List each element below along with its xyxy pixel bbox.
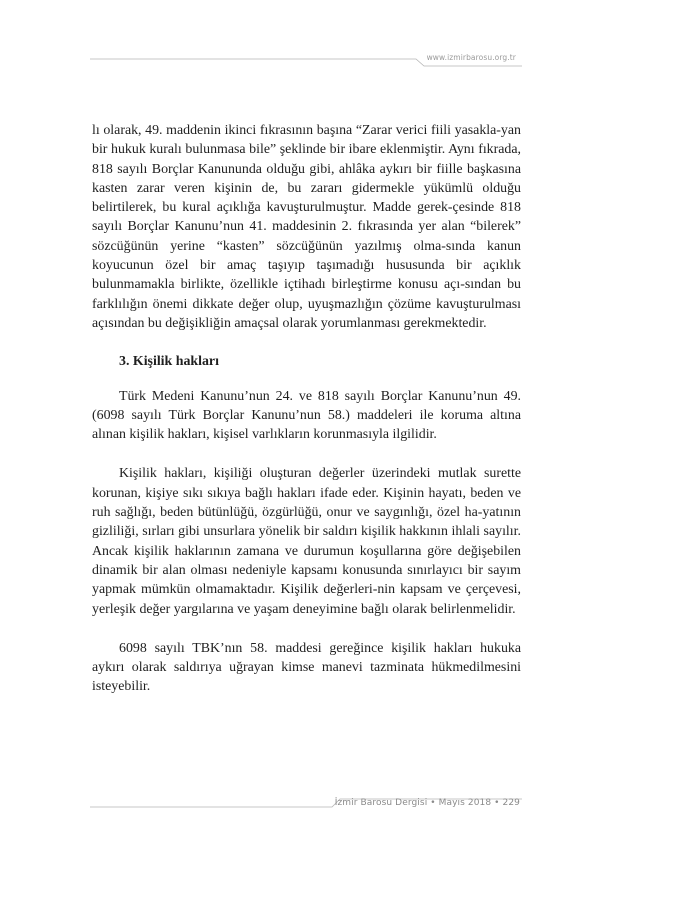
section-heading: 3. Kişilik hakları	[119, 354, 219, 370]
paragraph-1: lı olarak, 49. maddenin ikinci fıkrasının başına “Zarar verici fiili yasakla-yan bir hukuk kuralı bulunmasa bile” şeklinde bir ibare eklenmiştir. Aynı fıkrada, 818 sayılı Borçlar Kanununda olduğu gibi, ahlâka aykırı bir fiille başkasına kasten zarar veren kişinin de, bu zararı gidermekle yükümlü olduğu belirtilerek, bu kural açıklığa kavuşturulmuştur. Madde gerek-çesinde 818 sayılı Borçlar Kanunu’nun 41. maddesinin 2. fıkrasında yer alan “bilerek” sözcüğünün yerine “kasten” sözcüğünün yazılmış olma-sında kanun koyucunun özel bir amaç taşıyıp taşımadığı hususunda bir açıklık bulunmamakla birlikte, özellikle içtihadı birleştirme konusu açı-sından bu farklılığın önemi dikkate değer olup, uyuşmazlığın çözüme kavuşturulması açısından bu değişikliğin amaçsal olarak yorumlanması gerekmektedir.	[92, 123, 521, 331]
header-website-url: www.izmirbarosu.org.tr	[426, 53, 516, 62]
body-text	[92, 121, 521, 697]
paragraph-2: Türk Medeni Kanunu’nun 24. ve 818 sayılı Borçlar Kanunu’nun 49. (6098 sayılı Türk Borçlar Kanunu’nun 58.) maddeleri ile koruma altına alınan kişilik hakları, kişisel varlıkların korunmasıyla ilgilidir.	[92, 388, 521, 443]
paragraph-4: 6098 sayılı TBK’nın 58. maddesi gereğince kişilik hakları hukuka aykırı olarak saldırıya uğrayan kimse manevi tazminata hükmedilmesini isteyebilir.	[92, 640, 521, 695]
footer-journal-info: İzmir Barosu Dergisi • Mayıs 2018 • 229	[334, 798, 520, 808]
paragraph-3: Kişilik hakları, kişiliği oluşturan değerler üzerindeki mutlak surette korunan, kişiye sıkı sıkıya bağlı hakları ifade eder. Kişinin hayatı, beden ve ruh sağlığı, beden bütünlüğü, özgürlüğü, onur ve saygınlığı, özel ha-yatının gizliliği, sırları gibi unsurlara yönelik bir saldırı kişilik hakkının ihlali sayılır. Ancak kişilik haklarının zamana ve durumun koşullarına göre değişebilen dinamik bir alan olması nedeniyle kapsamı konusunda sınırlayıcı bir sayım yapmak mümkün olmamaktadır. Kişilik değerleri-nin kapsam ve çerçevesi, yerleşik değer yargılarına ve yaşam deneyimine bağlı olarak belirlenmelidir.	[92, 466, 521, 617]
